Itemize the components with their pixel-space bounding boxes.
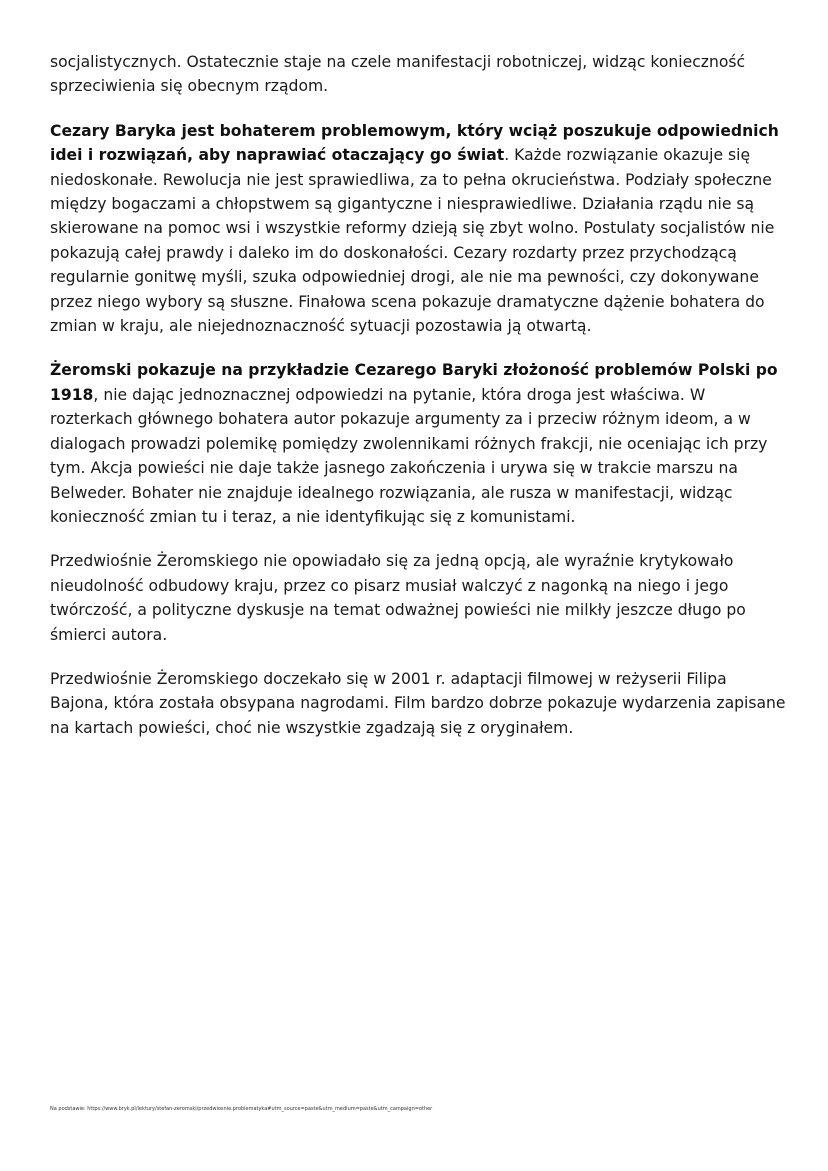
paragraph-5-text: Przedwiośnie Żeromskiego doczekało się w 2001 r. adaptacji filmowej w reżyserii Filipa Bajona, która została obsypana nagrodami. Film bardzo dobrze pokazuje wydarzenia zapisane na kartach powieści, choć nie wszystkie zgadzają się z oryginałem. (50, 669, 786, 737)
source-link[interactable]: https://www.bryk.pl/lektury/stefan-zeromski/przedwiosnie.problematyka#utm_source=paste&utm_medium=paste&utm_campaign=other (87, 1106, 433, 1112)
paragraph-3 (50, 358, 790, 529)
source-label: Na podstawie: (50, 1106, 86, 1112)
paragraph-1-text: socjalistycznych. Ostatecznie staje na czele manifestacji robotniczej, widząc konieczność sprzeciwienia się obecnym rządom. (50, 53, 746, 96)
document-body (50, 50, 790, 760)
paragraph-3-text: , nie dając jednoznacznej odpowiedzi na pytanie, która droga jest właściwa. W rozterkach głównego bohatera autor pokazuje argumenty za i przeciw różnym ideom, a w dialogach prowadzi polemikę pomiędzy zwolennikami różnych frakcji, nie oceniając ich przy tym. Akcja powieści nie daje także jasnego zakończenia i urywa się w trakcie marszu na Belweder. Bohater nie znajduje idealnego rozwiązania, ale rusza w manifestacji, widząc konieczność zmian tu i teraz, a nie identyfikując się z komunistami. (50, 385, 768, 526)
paragraph-1 (50, 50, 790, 99)
paragraph-2 (50, 119, 790, 339)
paragraph-2-text: . Każde rozwiązanie okazuje się niedoskonałe. Rewolucja nie jest sprawiedliwa, za to pełna okrucieństwa. Podziały społeczne między bogaczami a chłopstwem są gigantyczne i niesprawiedliwe. Działania rządu nie są skierowane na pomoc wsi i wszystkie reformy dzieją się zbyt wolno. Postulaty socjalistów nie pokazują całej prawdy i daleko im do doskonałości. Cezary rozdarty przez przychodzącą regularnie gonitwę myśli, szuka odpowiedniej drogi, ale nie ma pewności, czy dokonywane przez niego wybory są słuszne. Finałowa scena pokazuje dramatyczne dążenie bohatera do zmian w kraju, ale niejednoznaczność sytuacji pozostawia ją otwartą. (50, 146, 775, 336)
paragraph-2-bold: Cezary Baryka jest bohaterem problemowym, który wciąż poszukuje odpowiednich idei i rozwiązań, aby naprawiać otaczający go świat (50, 121, 779, 165)
paragraph-3-bold: Żeromski pokazuje na przykładzie Cezarego Baryki złożoność problemów Polski po 1918 (50, 361, 778, 404)
source-footer (50, 1106, 432, 1112)
paragraph-4-text: Przedwiośnie Żeromskiego nie opowiadało się za jedną opcją, ale wyraźnie krytykowało nieudolność odbudowy kraju, przez co pisarz musiał walczyć z nagonką na niego i jego twórczość, a polityczne dyskusje na temat odważnej powieści nie milkły jeszcze długo po śmierci autora. (50, 552, 746, 644)
paragraph-5 (50, 667, 790, 740)
paragraph-4 (50, 549, 790, 647)
